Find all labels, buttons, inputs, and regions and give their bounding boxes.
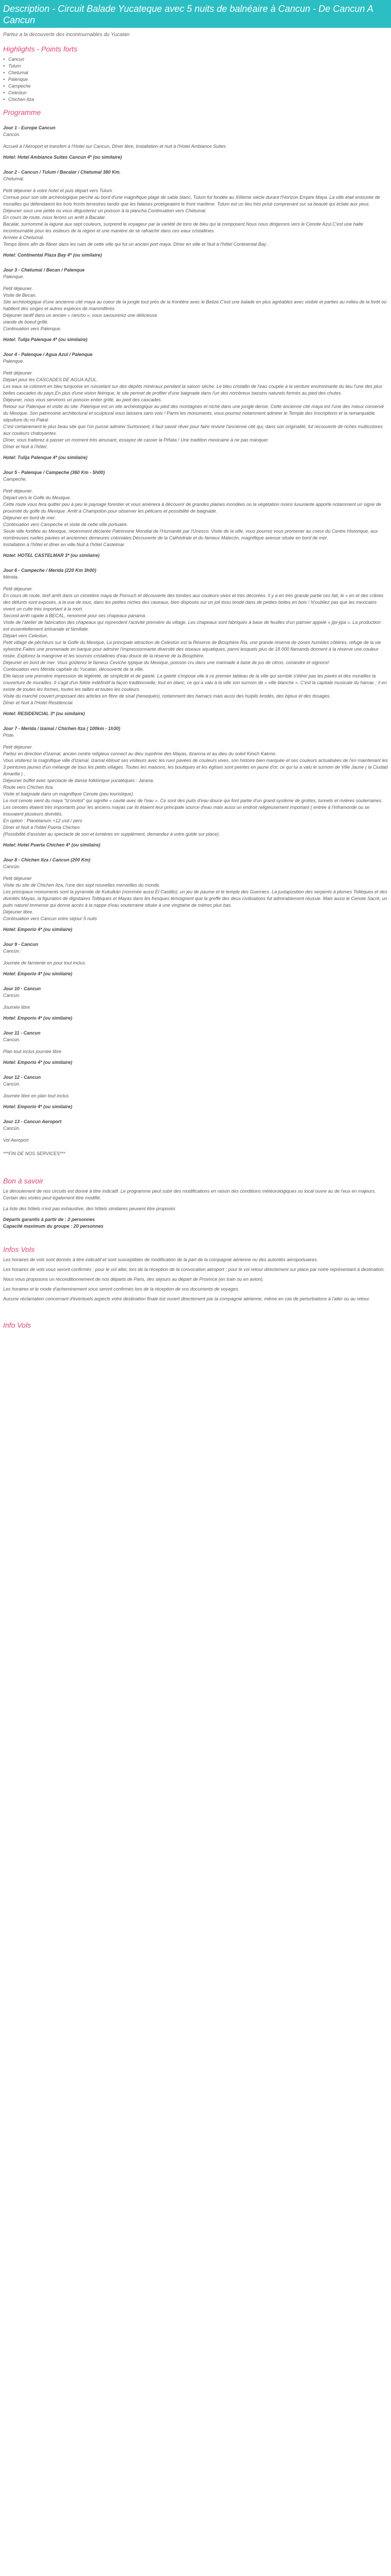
day-block (3, 857, 388, 933)
page-title: Description - Circuit Balade Yucateque avec 5 nuits de balnéaire à Cancun - De Cancun A Cancun (0, 0, 391, 28)
day-title: Jour 6 - Campeche / Merida (220 Km 3h00) (3, 568, 96, 573)
day-location: Cancún. (3, 1081, 21, 1087)
day-title: Jour 10 - Cancun (3, 986, 41, 991)
day-location: Palenque. (3, 359, 24, 364)
page-subtitle: Partez a la decouverte des incontournables du Yucatan (3, 32, 130, 38)
day-block (3, 986, 388, 1022)
bon-a-savoir-fact: Départs garantis à partir de : 2 personnes (3, 1217, 95, 1222)
day-title: Jour 2 - Cancun / Tulum / Bacalar / Chetumal 380 Km. (3, 170, 121, 175)
day-hotel: Hotel: Emporio 4* (ou similaire) (3, 1104, 73, 1109)
day-title: Jour 1 - Europe Cancun (3, 125, 56, 130)
info-vols-text: Les horaires de vols vous seront confirmés : pour le vol aller, lors de la réception de la convocation aéroport ; pour le vol retour directement sur place par notre représentant à destination. (3, 1267, 385, 1272)
day-block (3, 1118, 388, 1157)
highlights-heading: Highlights - Points forts (3, 45, 77, 53)
bon-a-savoir-text: Le déroulement de nos circuits est donné à titre indicatif. Le programme peut subir des modifications en raison des conditions météorologiques ou local ouvre au de l'eux en majeurs. Certain des visites peut également être modifié. (3, 1189, 376, 1200)
highlight-item: • Chetumal (3, 70, 391, 76)
day-title: Jour 7 - Merida / Izamal / Chichen Itza ( 100km - 1h30) (3, 726, 121, 731)
day-location: Cancún. (3, 948, 21, 954)
day-location: Cancún. (3, 132, 21, 137)
day-title: Jour 4 - Palenque / Agua Azul / Palenque (3, 352, 93, 357)
highlight-item: • Palenque (3, 76, 391, 83)
info-vols-body (3, 1257, 388, 1302)
day-description: Accueil à l'Aéroport et transfert à l'Hotel sur Cancun, Dîner libre, Installation et nuit à l'Hotel Ambiance Suites (3, 144, 226, 149)
day-hotel: Hotel: Hotel Puerta Chichen 4* (ou similaire) (3, 842, 101, 848)
highlight-item: • Celestun (3, 90, 391, 96)
day-description: Petit déjeuner à votre hotel et puis départ vers Tulum. Connue pour son site archéologique perché au bord d'une magnifique plage de sable blanc, Tulum fut fondée au XIIIème siècle durant l'Horizon Empire Maya. La ville était entourée de murailles qui défendaient les trois fronts terrestres tandis que les falaises protégeaient le front maritime. Tulum est un lieu très prisé comprenant sur sa beauté qui éclate aux yeux. Déjeuner sous une petite où vous dégusterez un poisson à la plancha.Continuation vers Chetumal. En cours de route, nous ferons un arrêt à Bacalar. Bacalar, surnommé la lagune aux sept couleurs, surprend le voyageur par la variété de tons de bleu qui la composent.Nous nous dirigerons vers le Cenote Azul.C'est une halte incontournable pour les visiteurs de la région et une manière de se rafraichir dans ces eaux cristallines. Arrivée à Chetumal. Temps libres afin de flâner dans les rues de cette ville qui fut un ancien port maya. Dîner en ville et Nuit à l'hôtel Continental Bay . (3, 188, 380, 247)
day-hotel: Hotel: Emporio 4* (ou similaire) (3, 1015, 73, 1021)
info-vols-text: Les horaires et le mode d'acheminement vous seront confirmés lors de la réception de vos documents de voyages. (3, 1286, 239, 1292)
day-location: Cancún. (3, 1037, 21, 1042)
day-block (3, 725, 388, 849)
day-description: Petit déjeuner. Départ pour les CASCADES DE AGUA AZUL. Les eaux se colorent en bleu turquoise en ruisselant sur des dépôts minéraux pendant la saison sèche. Le bleu cristallin de l'eau coupée à la verdure environnante du lieu l'une des plus belles cascades du pays.En plus d'une vision féérique, le site permet de profiter d'une baignade dans l'un des nombreux bassins naturels formés au pied des chutes. Déjeuner, nous vous servirons un poisson entier grillé, au pied des cascades. Retour sur Palenque et visite du site. Palenque est un site archéologique au pied des montagnes et niché dans une jungle dense. Cette ancienne cité maya est l'une des mieux conservé du Mexique. Son patrimoine architectural et sculptural vous laissera sans voix ! Parmi les monuments, vous pourrez notamment admirer le Temple des Inscriptions et la remarquable sépulture du roi Pakal. C'est certainement le plus beau site que l'on puisse admirer.Surtonnent, il faut savoir rêver pour faire revivre l'ancienne cité qui, dans son originalité, fut recouverte de riches multicolores aux couleurs chatoyantes. Dîner, vous traiterez à passer un moment très amusant, essayez de casser la Piñata ! Une tradition mexicaine à ne pas manquer. Dîner et Nuit à l'hôtel. (3, 370, 384, 449)
day-hotel: Hotel: HOTEL CASTELMAR 3* (ou similaire) (3, 553, 100, 558)
day-hotel: Hotel: Tulija Palenque 4* (ou similaire) (3, 337, 88, 342)
day-hotel: Hotel: Emporio 4* (ou similaire) (3, 927, 73, 932)
bon-a-savoir-text: La liste des hôtels n'est pas exhaustive, des hôtels similaires peuvent être proposés (3, 1206, 175, 1211)
day-block (3, 267, 388, 343)
day-location: Palenque. (3, 274, 24, 279)
day-hotel: Hotel: Emporio 4* (ou similaire) (3, 1060, 73, 1065)
day-title: Jour 8 - Chichen Itza / Cancun (200 Km) (3, 857, 91, 862)
highlight-item: • Cancun (3, 56, 391, 63)
day-description: Petit déjeuner. Départ vers le Golfe du Mexique. Cette route vous fera quitter peu à peu le paysage forestier et vous amènera à découvrir de grandes plaines inondées où la végétation moins luxuriante apporte notamment un signe de proximité du golfe du Mexique. Arrêt à Champoton pour observer les pélicans et possibilité de baignade. Déjeuner en bord de mer. Continuation vers Campeche et visite de cette ville portuaire. Seule ville fortifiée au Mexique, récemment déclarée Patrimoine Mondial de l'Humanité par l'Unesco. Visite de la ville, vous pourrez vous promener au coeur du Centre Historique, aux nombreuses ruelles pavées et anciennes demeures coloniales.Découverte de la Cathédrale et du fameux Malecón, magnifique avenue située en bord de mer. Installation à l'hôtel et dîner en ville.Nuit à l'hôtel Castelmar (3, 488, 381, 547)
bon-a-savoir-body (3, 1188, 388, 1230)
day-block (3, 941, 388, 977)
day-location: Cancún. (3, 864, 21, 869)
day-block (3, 169, 388, 259)
day-title: Jour 3 - Chetumal / Becan / Palenque (3, 267, 85, 273)
day-location: Cancún. (3, 993, 21, 998)
day-location: Piste. (3, 733, 15, 738)
day-hotel: Hotel: Tulija Palenque 4* (ou similaire) (3, 455, 88, 460)
day-block (3, 1030, 388, 1066)
day-title: Jour 9 - Cancun (3, 942, 39, 947)
day-description: Petit déjeuner Visite du site de Chichen Itza, l'une des sept nouvelles merveilles du monde. Les principaux monuments sont la pyramide de Kukulkán (nommée aussi El Castillo), un jeu de paume et le temple des Guerriers. La juxtaposition des serpents à plumes Toltèques et des divinités Mayas, la figuration de dignitaires Toltèques et Mayas dans les fresques témoignent que la greffe des deux civilisations fut admirablement réussie. Mais aussi le Cenote Sacré, un puits naturel immense qui donne accès à la nappe d'eau souterraine située à une vingtaine de mètres plus bas. Déjeuner libre. Continuation vers Cancun votre séjour 5 nuits (3, 876, 387, 921)
day-description: Vol Aeroport ***FIN DE NOS SERVICES*** (3, 1138, 66, 1156)
day-title: Jour 12 - Cancun (3, 1075, 41, 1080)
info-vols-text: Les horaires de vols sont donnés à titre indicatif et sont susceptibles de modification de la part de la compagnie aérienne ou des autorités aéroportuaires. (3, 1257, 318, 1262)
day-title: Jour 5 - Palenque / Campeche (360 Km - 5h00) (3, 470, 105, 475)
highlight-item: • Campeche (3, 83, 391, 90)
day-title: Jour 13 - Cancun Aeroport (3, 1119, 62, 1124)
day-hotel: Hotel: Hotel Ambiance Suites Cancun 4* (ou similaire) (3, 155, 122, 160)
bon-a-savoir-heading: Bon à savoir (3, 1177, 43, 1185)
day-description: Petit déjeuner. En cours de route, bref arrêt dans un cimetière maya de Pomuch et découverte des tombes aux couleurs vives et très décorées. Il y a en très grande partie ces fait, le « en et des crânes des défunts sont exposés, à la vue de tous, dans les petites niches des caveaux, bien disposés sur un joli tissu brodé dans de petites boites en bois ! N'oubliez pas que les mexicains vivent un culte très important à la mort. Second arrêt rapide à BECAL, renommé pour ses chapeaux panama. Visite de l'atelier de fabrication des chapeaux qui reprendent l'activité première du village. Les chapeaux sont fabriqués à base de feuilles d'un palmier appelé « jipi-jipa ». La production est essentiellement artisanale et familiale. Départ vers Celestun. Petit village de pêcheurs sur le Golfe du Mexique, La principale attraction de Celestún est la Réserve de Biosphère Ria, une grande réserve de zones humides côtières, refuge de la vie sylvestre.Faites une promenade en barque pour admirer l'impressionnante diversité des oiseaux aquatiques, parmi lesquels plus de 18 000 flamands donnent à la réserve une couleur rosée. Explorez la mangrove et les sources cristallines d'eau douce de la réserve de la Biosphère. Déjeuner en bord de mer. Vous goûterez le fameux Ceviche typique du Mexique, poisson cru dans une marinade à base de jus de citron, coriandre et oignons! Continuation vers Mérida capitale du Yucatan, découverte de la ville. Elle laisse une première impression de légèreté, de simplicité et de gaieté. La gaieté s'impose vite à ce premier tableau de la ville qui semble s'étirer pas les pavés et des murailles la couverture de murailles. Il s'agit d'un fidèle indéfinitif la façon traditionnelle, tout en blanc, ce qui a valu à la ville son surnom de « ville blanche ». C'est la capitale musicale du hamac ; il en existe de toutes les formes, toutes les tailles et toutes les couleurs. Visite du marché couvert proposant des articles en fibre de sisal (henequén), notamment des hamacs mais aussi des huipils brodés, des bijoux et des tissages. Dîner et Nuit à l'Hotel Residencial. (3, 586, 387, 705)
day-description: Petit déjeuner. Visite de Becan. Site archéologique d'une ancienne cité maya au coeur de la jungle tout près de la frontière avec le Belize.C'est une balade en plus agréables avec visible et parties au milieu de la forêt où habitent des singes et autres espèces de mammifères. Déjeuner tardif dans un ancien « rancho », vous savourerez une délicieuse viande de boeuf grillé. Continuation vers Palenque. (3, 286, 387, 331)
day-hotel: Hotel: Continental Plaza Bay 4* (ou similaire) (3, 252, 102, 258)
day-description: Petit déjeuner. Partez en direction d'Izamal, ancien centre religieux connect au dieu suprême des Mayas, Itzamna et au dieu du soleil Kinich Kakmo. Vous visiterez la magnifique ville d'Izamal. Izamal éblouit ses visiteurs avec les rues pavées de couleurs vives, son histoire bien marquée et ses couleurs actualisées de l'en maintenant les 3 peintures jaunes d'un mélange de tous les petits villages. Toutes les maisons, les boutiques et les églises sont peintes en jaune d'or, ce qui lui a valu le surnom de Ville Jaune ( la Ciudad Amarilla ) . Déjeuner buffet avec spectacle de danse folklorique yucatèques : Jarana. Route vers Chichen Itza. Visite et baignade dans un magnifique Cenote (peu touristique). Le mot cenote vient du maya "tz'onotot" qui signifie « cavité avec de l'eau ». Ce sont des puits d'eau douce qui font partie d'un grand système de grottes, tunnels et rivières souterraines. Les cenotes étaient très importants pour les anciens mayas car ils étaient leur principale source d'eau mais aussi un endroit religieusement important ( entrée à l'inframonde ou se trouvaient plusieurs divinités. En option : Planétarium +12 usd / pers Dîner et Nuit à l'hôtel Puerta Chichen. (Possibilité d'assister au spectacle de son et lumières en supplément, demandez à votre guide sur place). (3, 744, 388, 837)
programme-heading: Programme (3, 108, 41, 116)
day-location: Mérida. (3, 574, 19, 580)
highlight-item: • Tulum (3, 63, 391, 70)
day-description: Journée libre en plan tout inclus (3, 1093, 69, 1098)
highlight-item: • Chichen Itza (3, 96, 391, 103)
day-block (3, 351, 388, 461)
day-location: Cancún. (3, 1126, 21, 1131)
info-vols-text: Aucune réclamation concernant d'éventuels aspects votre destination finale est ouvert directement par la compagnie aérienne, même en cas de perturbations à l'aller ou au retour. (3, 1296, 370, 1301)
day-description: Plan tout inclus journée libre (3, 1049, 62, 1054)
info-vols-text: Nous vous proposons un reconditionnement de nos départs de Paris, des séjours au départ de Province (en train ou en avion). (3, 1277, 264, 1282)
day-title: Jour 11 - Cancun (3, 1030, 41, 1036)
day-block (3, 567, 388, 717)
day-location: Campeche. (3, 477, 27, 482)
day-description: Journée libre (3, 1005, 30, 1010)
day-description: Journée de farniente en pour tout inclus. (3, 960, 87, 965)
day-hotel: Hotel: RESIDENCIAL 3* (ou similaire) (3, 711, 85, 716)
highlights-list (3, 56, 391, 103)
day-block (3, 1074, 388, 1110)
day-location: Chetumal. (3, 176, 25, 181)
day-block (3, 469, 388, 559)
day-block (3, 125, 388, 161)
programme-days (0, 125, 391, 1157)
day-hotel: Hotel: Emporio 4* (ou similaire) (3, 971, 73, 976)
info-vols-heading: Infos Vols (3, 1245, 35, 1253)
footer-heading: Info Vols (3, 1321, 31, 1329)
bon-a-savoir-fact: Capacité maximum du groupe : 20 personnes (3, 1224, 104, 1229)
